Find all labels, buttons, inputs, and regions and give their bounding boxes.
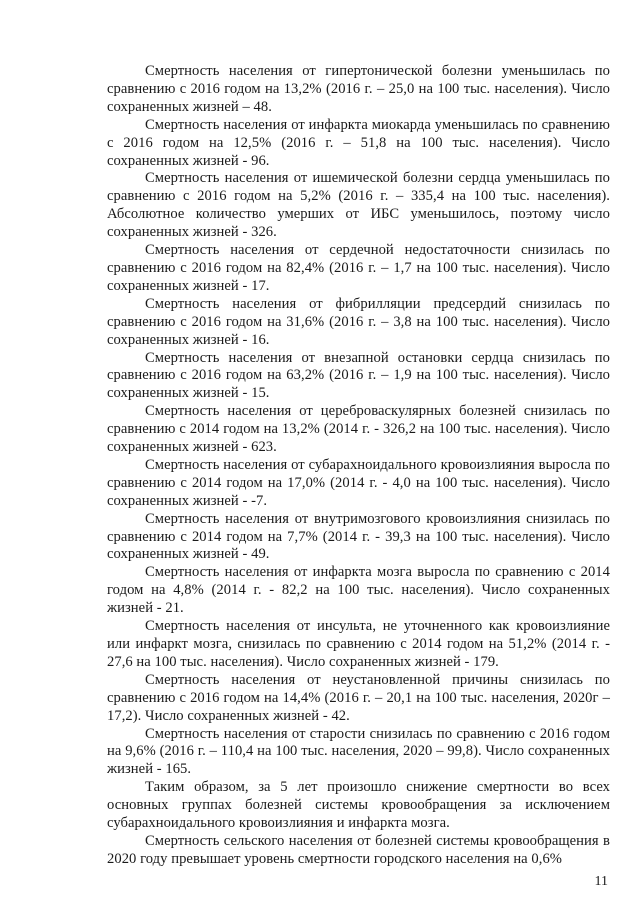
paragraph: Смертность населения от внутримозгового кровоизлияния снизилась по сравнению с 2014 годом на 7,7% (2014 г. - 39,3 на 100 тыс. населения). Число сохраненных жизней - 49. [107, 510, 610, 563]
document-page [107, 63, 610, 869]
paragraph: Смертность населения от цереброваскулярных болезней снизилась по сравнению с 2014 годом на 13,2% (2014 г. - 326,2 на 100 тыс. населения). Число сохраненных жизней - 623. [107, 403, 610, 456]
paragraph: Смертность населения от субарахноидального кровоизлияния выросла по сравнению с 2014 годом на 17,0% (2014 г. - 4,0 на 100 тыс. населения). Число сохраненных жизней - -7. [107, 456, 610, 509]
paragraph: Смертность населения от инсульта, не уточненного как кровоизлияние или инфаркт мозга, снизилась по сравнению с 2014 годом на 51,2% (2014 г. - 27,6 на 100 тыс. населения). Число сохраненных жизней - 179. [107, 618, 610, 670]
paragraph: Смертность населения от гипертонической болезни уменьшилась по сравнению с 2016 годом на 13,2% (2016 г. – 25,0 на 100 тыс. населения). Число сохраненных жизней – 48. [107, 63, 610, 115]
paragraph: Смертность населения от инфаркта миокарда уменьшилась по сравнению с 2016 годом на 12,5% (2016 г. – 51,8 на 100 тыс. населения). Число сохраненных жизней - 96. [107, 116, 610, 169]
paragraph: Смертность сельского населения от болезней системы кровообращения в 2020 году превышает уровень смертности городского населения на 0,6% [107, 832, 610, 867]
paragraph: Смертность населения от ишемической болезни сердца уменьшилась по сравнению с 2016 годом на 5,2% (2016 г. – 335,4 на 100 тыс. населения). Абсолютное количество умерших от ИБС уменьшилось, поэтому число сохраненных жизней - 326. [107, 170, 610, 241]
paragraph: Смертность населения от инфаркта мозга выросла по сравнению с 2014 годом на 4,8% (2014 г. - 82,2 на 100 тыс. населения). Число сохраненных жизней - 21. [107, 564, 610, 617]
paragraph: Таким образом, за 5 лет произошло снижение смертности во всех основных группах болезней системы кровообращения за исключением субарахноидального кровоизлияния и инфаркта мозга. [107, 779, 610, 832]
paragraph: Смертность населения от старости снизилась по сравнению с 2016 годом на 9,6% (2016 г. – 110,4 на 100 тыс. населения, 2020 – 99,8). Число сохраненных жизней - 165. [107, 725, 610, 778]
paragraph: Смертность населения от сердечной недостаточности снизилась по сравнению с 2016 годом на 82,4% (2016 г. – 1,7 на 100 тыс. населения). Число сохраненных жизней - 17. [107, 242, 610, 294]
paragraph: Смертность населения от неустановленной причины снизилась по сравнению с 2016 годом на 14,4% (2016 г. – 20,1 на 100 тыс. населения, 2020г – 17,2). Число сохраненных жизней - 42. [107, 671, 610, 724]
paragraph: Смертность населения от фибрилляции предсердий снизилась по сравнению с 2016 годом на 31,6% (2016 г. – 3,8 на 100 тыс. населения). Число сохраненных жизней - 16. [107, 295, 610, 348]
paragraph: Смертность населения от внезапной остановки сердца снизилась по сравнению с 2016 годом на 63,2% (2016 г. – 1,9 на 100 тыс. населения). Число сохраненных жизней - 15. [107, 349, 610, 402]
page-number: 11 [594, 874, 608, 889]
